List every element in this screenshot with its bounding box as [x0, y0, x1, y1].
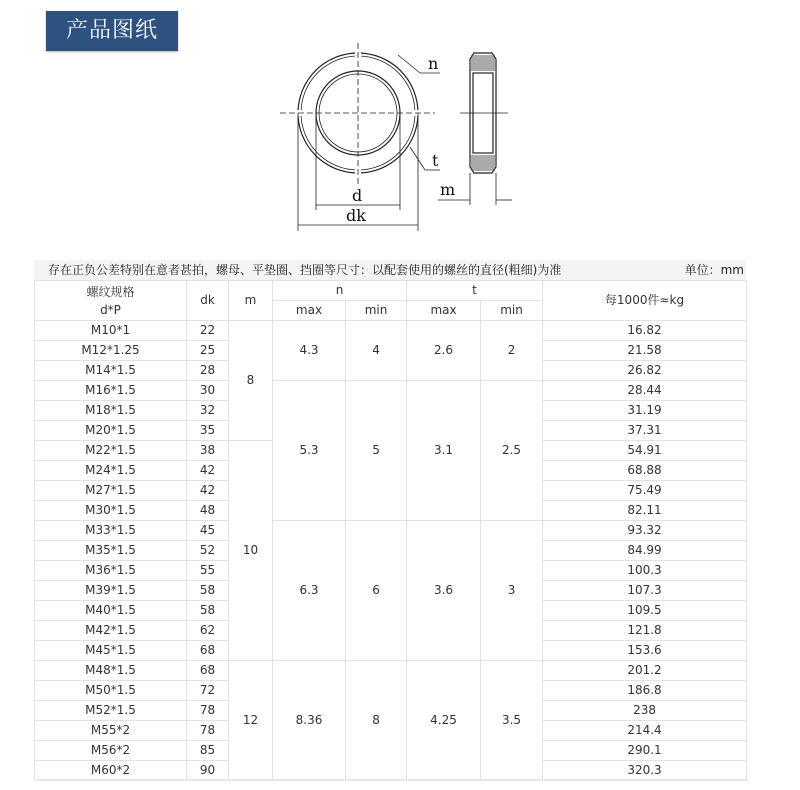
cell-thread-spec: M14*1.5 [35, 361, 187, 381]
cell-n-min: 8 [346, 661, 407, 781]
cell-thread-spec: M50*1.5 [35, 681, 187, 701]
cell-dk: 58 [187, 581, 229, 601]
cell-dk: 90 [187, 761, 229, 781]
header-m: m [229, 281, 273, 321]
cell-n-max: 5.3 [273, 381, 346, 521]
spec-table-body [35, 321, 747, 781]
cell-weight-per-1000: 16.82 [543, 321, 747, 341]
cell-thread-spec: M27*1.5 [35, 481, 187, 501]
cell-n-min: 5 [346, 381, 407, 521]
section-title-banner: 产品图纸 [46, 11, 178, 51]
header-thread-spec: 螺纹规格 d*P [35, 281, 187, 321]
cell-dk: 52 [187, 541, 229, 561]
cell-thread-spec: M60*2 [35, 761, 187, 781]
cell-dk: 62 [187, 621, 229, 641]
cell-dk: 22 [187, 321, 229, 341]
cell-dk: 55 [187, 561, 229, 581]
table-bottom-divider [34, 779, 746, 781]
cell-dk: 28 [187, 361, 229, 381]
cell-thread-spec: M42*1.5 [35, 621, 187, 641]
cell-thread-spec: M55*2 [35, 721, 187, 741]
cell-thread-spec: M35*1.5 [35, 541, 187, 561]
header-n: n [273, 281, 407, 301]
unit-label: 单位：mm [684, 263, 744, 277]
table-row [35, 381, 747, 401]
header-n-min: min [346, 301, 407, 321]
label-n: n [428, 54, 439, 73]
cell-weight-per-1000: 21.58 [543, 341, 747, 361]
cell-n-min: 4 [346, 321, 407, 381]
cell-n-max: 6.3 [273, 521, 346, 661]
cell-thread-spec: M40*1.5 [35, 601, 187, 621]
cell-weight-per-1000: 68.88 [543, 461, 747, 481]
cell-weight-per-1000: 93.32 [543, 521, 747, 541]
cell-thread-spec: M30*1.5 [35, 501, 187, 521]
header-dk: dk [187, 281, 229, 321]
cell-weight-per-1000: 54.91 [543, 441, 747, 461]
cell-t-max: 3.6 [407, 521, 481, 661]
cell-thread-spec: M10*1 [35, 321, 187, 341]
cell-n-max: 4.3 [273, 321, 346, 381]
cell-thread-spec: M36*1.5 [35, 561, 187, 581]
cell-dk: 85 [187, 741, 229, 761]
table-row [35, 321, 747, 341]
cell-dk: 72 [187, 681, 229, 701]
cell-weight-per-1000: 201.2 [543, 661, 747, 681]
cell-dk: 45 [187, 521, 229, 541]
cell-thread-spec: M52*1.5 [35, 701, 187, 721]
cell-weight-per-1000: 100.3 [543, 561, 747, 581]
header-t-min: min [481, 301, 543, 321]
cell-thread-spec: M20*1.5 [35, 421, 187, 441]
cell-thread-spec: M16*1.5 [35, 381, 187, 401]
cell-dk: 38 [187, 441, 229, 461]
cell-dk: 30 [187, 381, 229, 401]
cell-weight-per-1000: 290.1 [543, 741, 747, 761]
cell-weight-per-1000: 28.44 [543, 381, 747, 401]
cell-weight-per-1000: 186.8 [543, 681, 747, 701]
cell-t-max: 3.1 [407, 381, 481, 521]
cell-dk: 78 [187, 701, 229, 721]
cell-t-min: 3 [481, 521, 543, 661]
cell-weight-per-1000: 26.82 [543, 361, 747, 381]
cell-weight-per-1000: 31.19 [543, 401, 747, 421]
header-n-max: max [273, 301, 346, 321]
cell-t-min: 2 [481, 321, 543, 381]
cell-t-max: 2.6 [407, 321, 481, 381]
cell-dk: 42 [187, 481, 229, 501]
cell-m: 12 [229, 661, 273, 781]
cell-weight-per-1000: 82.11 [543, 501, 747, 521]
header-weight: 每1000件≈kg [543, 281, 747, 321]
cell-thread-spec: M33*1.5 [35, 521, 187, 541]
round-nut-spec-table [34, 280, 747, 781]
cell-m: 10 [229, 441, 273, 661]
cell-dk: 35 [187, 421, 229, 441]
cell-thread-spec: M48*1.5 [35, 661, 187, 681]
label-t: t [432, 151, 439, 170]
cell-m: 8 [229, 321, 273, 441]
cell-weight-per-1000: 109.5 [543, 601, 747, 621]
cell-weight-per-1000: 37.31 [543, 421, 747, 441]
cell-weight-per-1000: 214.4 [543, 721, 747, 741]
cell-dk: 78 [187, 721, 229, 741]
cell-dk: 42 [187, 461, 229, 481]
label-d: d [352, 186, 363, 205]
header-t: t [407, 281, 543, 301]
cell-t-min: 2.5 [481, 381, 543, 521]
cell-thread-spec: M56*2 [35, 741, 187, 761]
cell-thread-spec: M18*1.5 [35, 401, 187, 421]
cell-thread-spec: M22*1.5 [35, 441, 187, 461]
table-row [35, 661, 747, 681]
cell-n-min: 6 [346, 521, 407, 661]
cell-weight-per-1000: 238 [543, 701, 747, 721]
tolerance-note: 存在正负公差特别在意者甚拍，螺母、平垫圈、挡圈等尺寸：以配套使用的螺丝的直径(粗细)为准 [48, 263, 562, 277]
cell-t-max: 4.25 [407, 661, 481, 781]
round-nut-technical-drawing [280, 35, 540, 235]
cell-weight-per-1000: 153.6 [543, 641, 747, 661]
cell-weight-per-1000: 75.49 [543, 481, 747, 501]
cell-dk: 68 [187, 661, 229, 681]
cell-dk: 68 [187, 641, 229, 661]
cell-thread-spec: M45*1.5 [35, 641, 187, 661]
cell-thread-spec: M12*1.25 [35, 341, 187, 361]
cell-dk: 48 [187, 501, 229, 521]
cell-weight-per-1000: 84.99 [543, 541, 747, 561]
header-t-max: max [407, 301, 481, 321]
label-dk: dk [346, 206, 366, 225]
cell-weight-per-1000: 121.8 [543, 621, 747, 641]
label-m: m [440, 180, 456, 199]
cell-dk: 25 [187, 341, 229, 361]
tolerance-note-bar [34, 260, 746, 280]
table-row [35, 521, 747, 541]
cell-thread-spec: M24*1.5 [35, 461, 187, 481]
cell-dk: 32 [187, 401, 229, 421]
cell-thread-spec: M39*1.5 [35, 581, 187, 601]
cell-dk: 58 [187, 601, 229, 621]
cell-n-max: 8.36 [273, 661, 346, 781]
cell-weight-per-1000: 107.3 [543, 581, 747, 601]
cell-weight-per-1000: 320.3 [543, 761, 747, 781]
cell-t-min: 3.5 [481, 661, 543, 781]
